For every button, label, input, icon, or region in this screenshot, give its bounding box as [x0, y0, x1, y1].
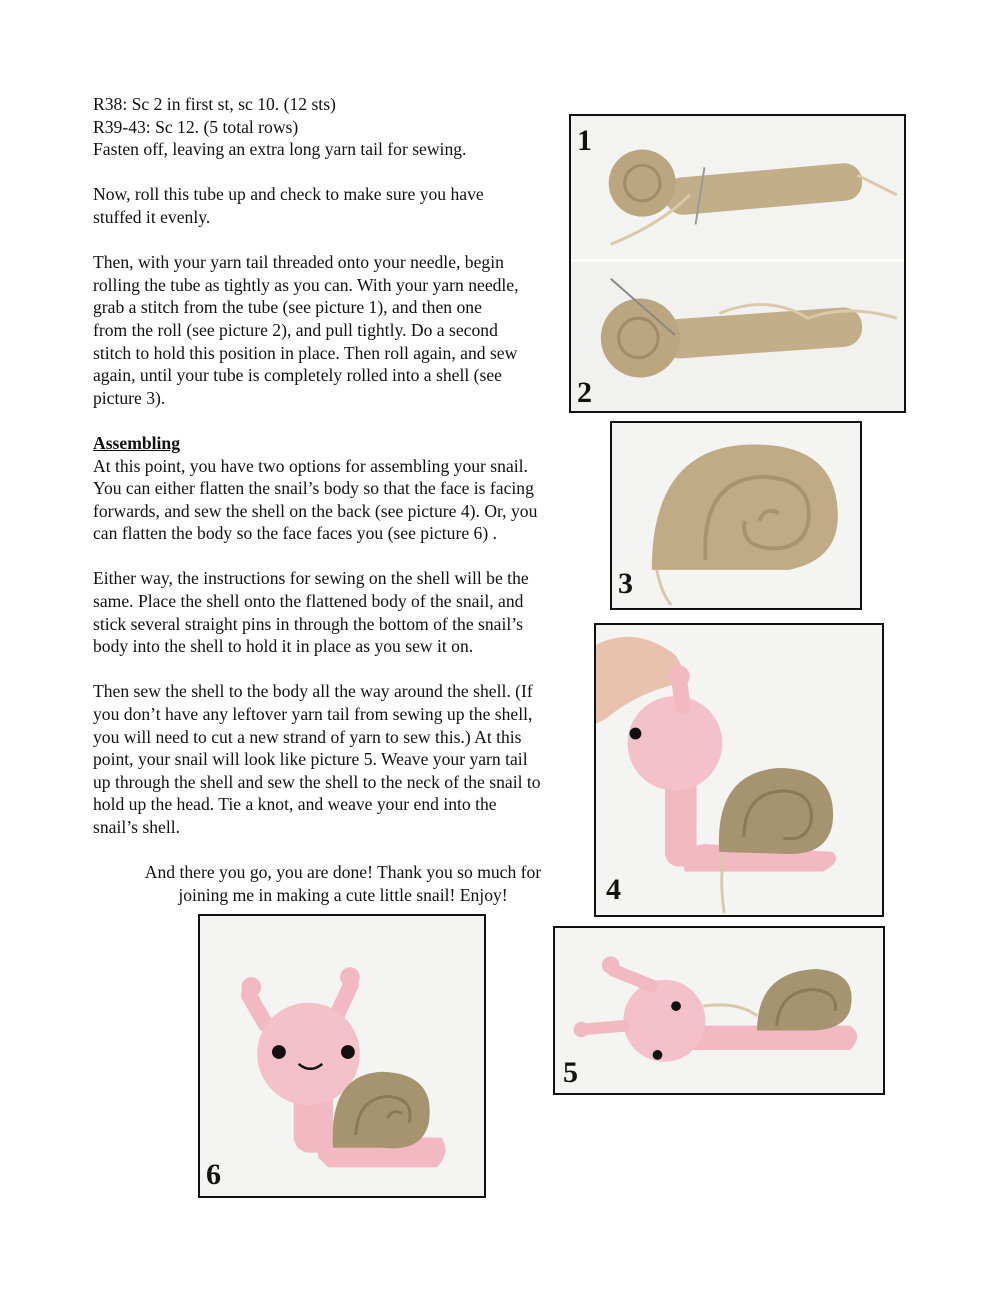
closing-paragraph: And there you go, you are done! Thank you so much for joining me in making a cute little snail! Enjoy!	[144, 862, 542, 905]
photo-1-2-frame	[569, 114, 906, 413]
photo-5-frame	[553, 926, 885, 1095]
rolling-paragraph: Then, with your yarn tail threaded onto your needle, begin rolling the tube as tightly as you can. With your yarn needle, grab a stitch from the tube (see picture 1), and then one from the roll (see picture 2), and pull tightly. Do a second stitch to hold this position in place. Then roll again, and sew again, until your tube is completely rolled into a shell (see picture 3).	[93, 252, 519, 408]
sew-shell-paragraph: Then sew the shell to the body all the way around the shell. (If you don’t have any leftover yarn tail from sewing up the shell, you will need to cut a new strand of yarn to sew this.) At this point, your snail will look like picture 5. Weave your yarn tail up through the shell and sew the shell to the neck of the snail to hold up the head. Tie a knot, and weave your end into the snail’s shell.	[93, 681, 541, 837]
instructions-text	[93, 93, 541, 861]
fasten-off-line: Fasten off, leaving an extra long yarn tail for sewing.	[93, 139, 467, 160]
assembling-heading: Assembling	[93, 432, 181, 453]
photo-3-frame	[610, 421, 862, 610]
photo-1-number: 1	[577, 124, 592, 157]
photo-1-tube-roll	[571, 116, 904, 411]
photo-4-number: 4	[606, 873, 621, 906]
photo-3-shell	[612, 423, 860, 608]
photo-divider	[571, 259, 904, 262]
photo-4-snail-side	[596, 625, 882, 915]
roll-paragraph: Now, roll this tube up and check to make sure you have stuffed it evenly.	[93, 184, 484, 227]
either-way-paragraph: Either way, the instructions for sewing on the shell will be the same. Place the shell onto the flattened body of the snail, and stick several straight pins in through the bottom of the snail’s body into the shell to hold it in place as you sew it on.	[93, 568, 529, 657]
photo-4-frame	[594, 623, 884, 917]
photo-2-number: 2	[577, 376, 592, 409]
row-39-43-line: R39-43: Sc 12. (5 total rows)	[93, 116, 299, 137]
photo-3-number: 3	[618, 567, 633, 600]
photo-6-frame	[198, 914, 486, 1198]
row-38-line: R38: Sc 2 in first st, sc 10. (12 sts)	[93, 94, 336, 114]
assembling-paragraph: At this point, you have two options for assembling your snail. You can either flatten the snail’s body so that the face is facing forwards, and sew the shell on the back (see picture 4). Or, you can flatten the body so the face faces you (see picture 6) .	[93, 455, 538, 544]
photo-5-snail-lying	[555, 928, 883, 1093]
photo-6-snail-front	[200, 916, 484, 1196]
photo-6-number: 6	[206, 1158, 221, 1191]
photo-5-number: 5	[563, 1056, 578, 1089]
